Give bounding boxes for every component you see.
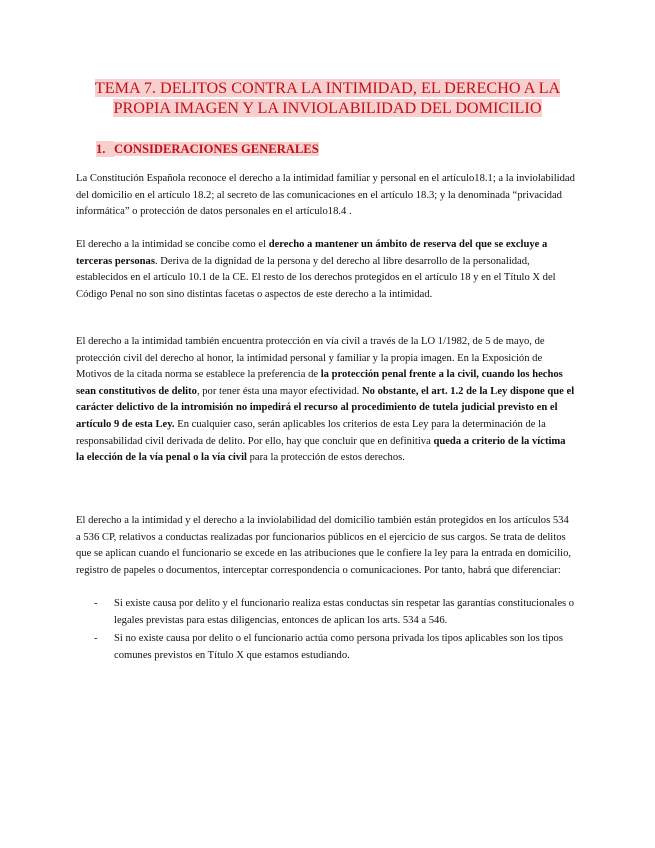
paragraph-intimacy-definition bbox=[76, 237, 576, 303]
p3-text-a: El derecho a la intimidad también encuentra protección en vía civil a través de la LO 1/1982, de 5 de mayo, de protección civil del derecho al honor, la intimidad personal y familiar y la propia imagen. En la Exposición de Motivos de la citada norma se establece la preferencia de bbox=[76, 336, 545, 381]
document-title-text: TEMA 7. DELITOS CONTRA LA INTIMIDAD, EL DERECHO A LA PROPIA IMAGEN Y LA INVIOLABILIDAD DEL DOMICILIO bbox=[94, 79, 561, 117]
p2-bold-b: derecho a mantener un ámbito de reserva del que se excluye a terceras personas bbox=[76, 239, 548, 267]
section-heading bbox=[96, 141, 319, 157]
bullet-list bbox=[76, 596, 576, 666]
p3-bold-b: la protección penal frente a la civil, cuando los hechos sean constitutivos de delito bbox=[76, 369, 563, 397]
paragraph-constitution: La Constitución Española reconoce el derecho a la intimidad familiar y personal en el artículo18.1; a la inviolabilidad del domicilio en el artículo 18.2; al secreto de las comunicaciones en el artículo 18.3; y la denominada “privacidad informática” o protección de datos personales en el artículo18.4 . bbox=[76, 173, 575, 218]
p3-bold-d: No obstante, el art. 1.2 de la Ley dispone que el carácter delictivo de la intromisión no impedirá el recurso al procedimiento de tutela judicial previsto en el artículo 9 de esta Ley. bbox=[76, 385, 575, 430]
bullet-marker: - bbox=[94, 598, 98, 609]
p2-text-c: . Deriva de la dignidad de la persona y del derecho al libre desarrollo de la personalidad, establecidos en el artículo 10.1 de la CE. El resto de los derechos protegidos en el artículo 18 y en el Título X del Código Penal no son sino distintas facetas o aspectos de este derecho a la intimidad. bbox=[76, 255, 556, 300]
list-item bbox=[76, 596, 576, 629]
p3-text-e: En cualquier caso, serán aplicables los criterios de esta Ley para la determinación de la responsabilidad civil derivada de delito. Por ello, hay que concluir que en definitiva bbox=[76, 418, 546, 447]
paragraph-public-officials: El derecho a la intimidad y el derecho a la inviolabilidad del domicilio también están protegidos en los artículos 534 a 536 CP, relativos a conductas realizadas por funcionarios públicos en el ejercicio de sus cargos. Se trata de delitos que se aplican cuando el funcionario se excede en las atribuciones que le confiere la ley para la entrada en domicilio, registro de papeles o documentos, interceptar correspondencia o comunicaciones. Por tanto, habrá que diferenciar: bbox=[76, 515, 572, 576]
section-label: CONSIDERACIONES GENERALES bbox=[114, 142, 319, 156]
list-item bbox=[76, 631, 576, 664]
bullet-marker: - bbox=[94, 633, 98, 645]
list-item-text: Si existe causa por delito y el funcionario realiza estas conductas sin respetar las garantías constitucionales o legales previstas para estas diligencias, entonces de aplican los arts. 534 a 546. bbox=[114, 598, 575, 626]
list-item-text: Si no existe causa por delito o el funcionario actúa como persona privada los tipos aplicables son los tipos comunes previstos en Título X que estamos estudiando. bbox=[114, 633, 563, 661]
p3-text-g: para la protección de estos derechos. bbox=[246, 452, 405, 464]
paragraph-civil-protection bbox=[76, 334, 576, 467]
document-title bbox=[70, 78, 585, 118]
section-number: 1. bbox=[96, 141, 114, 157]
p3-text-c: , por tener ésta una mayor efectividad. bbox=[196, 385, 362, 397]
p2-text-a: El derecho a la intimidad se concibe como el bbox=[76, 239, 269, 250]
p3-bold-f: queda a criterio de la víctima la elección de la vía penal o la vía civil bbox=[76, 435, 566, 464]
